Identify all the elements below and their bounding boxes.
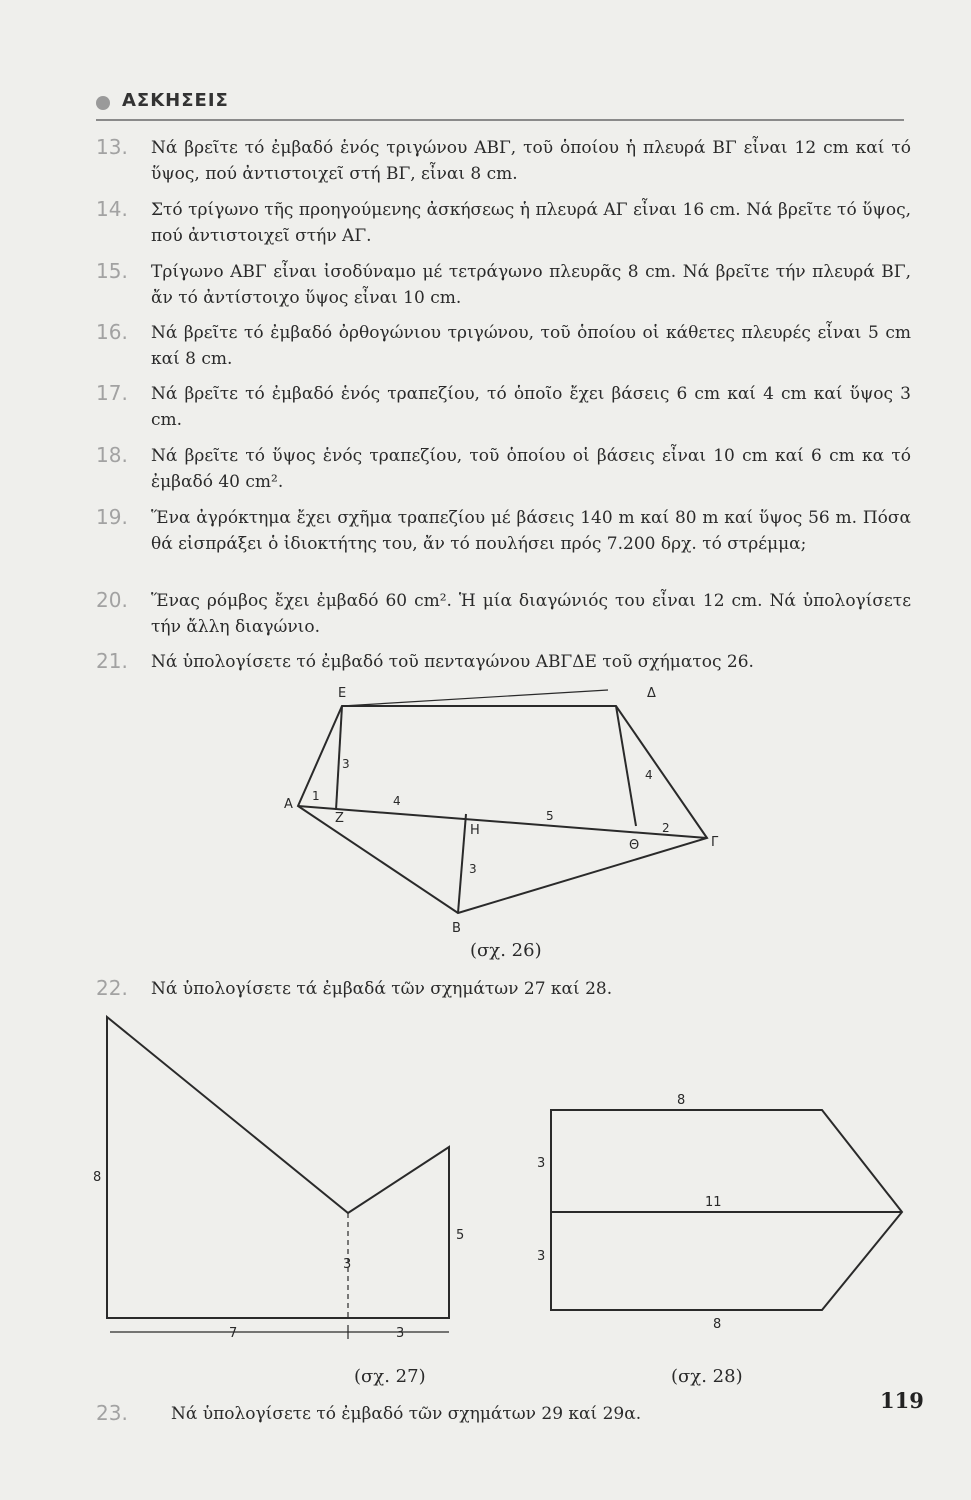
exercise-text: Νά βρεῖτε τό ὕψος ἑνός τραπεζίου, τοῦ ὁποίου οἱ βάσεις εἶναι 10 cm καί 6 cm κα τό ἐμβαδό 40 cm². [151, 446, 911, 492]
exercise-number: 17. [96, 381, 128, 405]
point-e-label: Ε [338, 686, 347, 701]
exercise-text: Ἕνα ἀγρόκτημα ἔχει σχῆμα τραπεζίου μέ βάσεις 140 m καί 80 m καί ὕψος 56 m. Πόσα θά εἰσπράξει ὁ ἰδιοκτήτης του, ἄν τό πουλήσει πρός 7.200 δρχ. τό στρέμμα; [151, 508, 911, 554]
exercise-text: Νά ὑπολογίσετε τό ἐμβαδό τῶν σχημάτων 29 καί 29α. [171, 1404, 642, 1424]
point-z-label: Ζ [335, 811, 344, 826]
shape-28-outline [551, 1110, 902, 1310]
exercise-text: Ἕνας ρόμβος ἔχει ἐμβαδό 60 cm². Ἡ μία διαγώνιός του εἶναι 12 cm. Νά ὑπολογίσετε τήν ἄλλη διαγώνιο. [151, 591, 911, 637]
length-bottom: 8 [713, 1317, 722, 1332]
page-number: 119 [880, 1388, 924, 1413]
exercise-text: Στό τρίγωνο τῆς προηγούμενης ἀσκήσεως ἡ πλευρά ΑΓ εἶναι 16 cm. Νά βρεῖτε τό ὕψος, πού ἀντιστοιχεῖ στήν ΑΓ. [151, 200, 911, 246]
length-thg: 2 [662, 821, 670, 835]
exercise-text: Νά βρεῖτε τό ἐμβαδό ὀρθογώνιου τριγώνου, τοῦ ὁποίου οἱ κάθετες πλευρές εἶναι 5 cm καί 8 cm. [151, 323, 911, 369]
construction-line [342, 690, 608, 706]
height-dth [616, 706, 636, 826]
length-bh: 3 [469, 862, 477, 876]
diagonal-ag [298, 806, 707, 838]
point-a-label: Α [284, 797, 293, 812]
length-dth: 4 [645, 768, 653, 782]
figure-26 [284, 686, 719, 961]
point-g-label: Γ [711, 835, 719, 850]
length-az: 1 [312, 789, 320, 803]
section-title: ΑΣΚΗΣΕΙΣ [122, 90, 229, 111]
height-bh [458, 814, 466, 913]
caption-26: (σχ. 26) [470, 940, 542, 961]
caption-28: (σχ. 28) [671, 1366, 743, 1387]
exercise-number: 22. [96, 976, 128, 1000]
point-h-label: Η [470, 823, 480, 838]
length-ez: 3 [342, 757, 350, 771]
length-right: 5 [456, 1228, 465, 1243]
exercise-number: 23. [96, 1401, 128, 1425]
length-bottom-left: 7 [229, 1326, 238, 1341]
exercise-number: 13. [96, 135, 128, 159]
exercise-text: Νά ὑπολογίσετε τά ἐμβαδά τῶν σχημάτων 27 καί 28. [151, 979, 613, 999]
exercise-text: Τρίγωνο ΑΒΓ εἶναι ἰσοδύναμο μέ τετράγωνο πλευρᾶς 8 cm. Νά βρεῖτε τήν πλευρά ΒΓ, ἄν τό ἀντίστοιχο ὕψος εἶναι 10 cm. [151, 262, 911, 308]
exercise-number: 16. [96, 320, 128, 344]
length-upper-height: 3 [537, 1156, 546, 1171]
length-inner: 3 [343, 1257, 352, 1272]
exercise-text: Νά βρεῖτε τό ἐμβαδό ἑνός τριγώνου ΑΒΓ, τοῦ ὁποίου ἡ πλευρά ΒΓ εἶναι 12 cm καί τό ὕψος, πού ἀντιστοιχεῖ στή ΒΓ, εἶναι 8 cm. [151, 138, 911, 184]
side-ae [298, 706, 342, 806]
exercise-number: 15. [96, 259, 128, 283]
exercise-number: 20. [96, 588, 128, 612]
exercise-text: Νά ὑπολογίσετε τό ἐμβαδό τοῦ πενταγώνου ΑΒΓΔΕ τοῦ σχήματος 26. [151, 652, 754, 672]
point-th-label: Θ [629, 838, 640, 853]
length-zh: 4 [393, 794, 401, 808]
figure-27 [93, 1017, 464, 1387]
pentagon-outline [298, 706, 707, 913]
length-hth: 5 [546, 809, 554, 823]
point-b-label: Β [452, 921, 461, 936]
length-top: 8 [677, 1093, 686, 1108]
point-d-label: Δ [647, 686, 656, 701]
exercise-number: 19. [96, 505, 128, 529]
length-middle: 11 [705, 1195, 722, 1210]
shape-27-outline [107, 1017, 449, 1318]
exercise-text: Νά βρεῖτε τό ἐμβαδό ἑνός τραπεζίου, τό ὁποῖο ἔχει βάσεις 6 cm καί 4 cm καί ὕψος 3 cm. [151, 384, 911, 430]
caption-27: (σχ. 27) [354, 1366, 426, 1387]
exercise-number: 21. [96, 649, 128, 673]
length-bottom-right: 3 [396, 1326, 405, 1341]
exercise-number: 18. [96, 443, 128, 467]
length-left: 8 [93, 1170, 102, 1185]
figure-28 [537, 1093, 902, 1387]
exercise-number: 14. [96, 197, 128, 221]
length-lower-height: 3 [537, 1249, 546, 1264]
